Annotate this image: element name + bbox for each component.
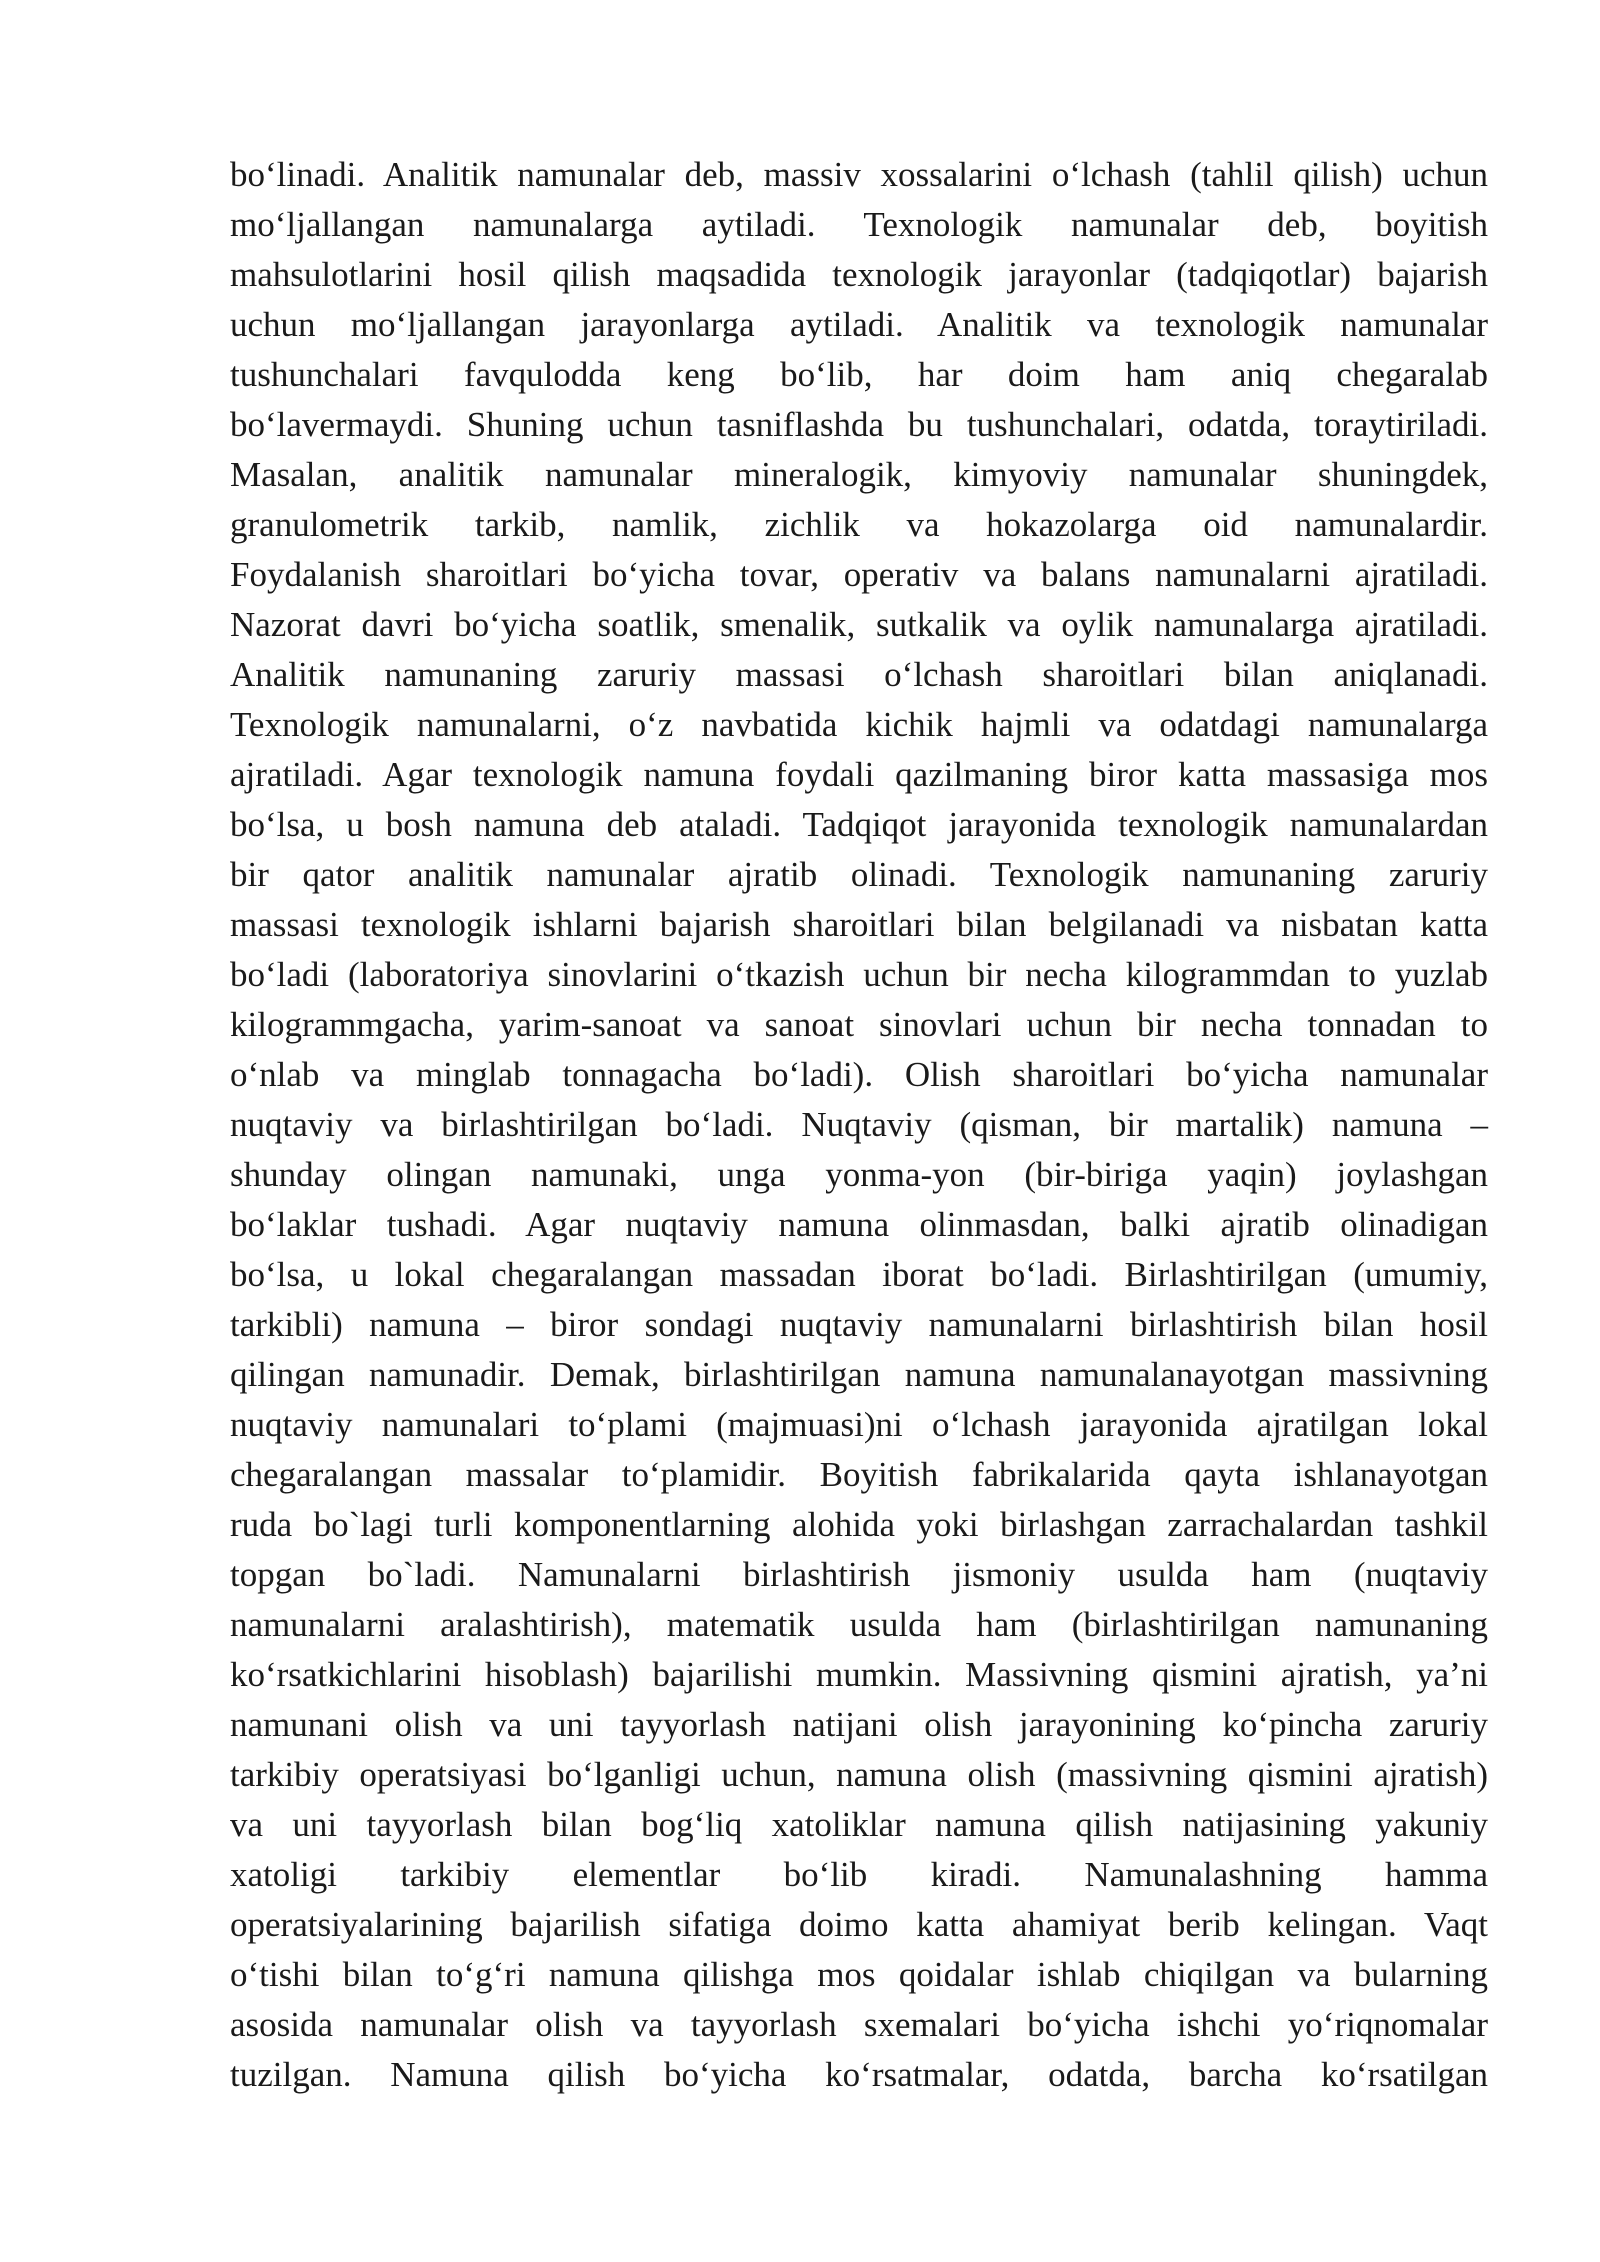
text-line: bo‘lsa, u bosh namuna deb ataladi. Tadqiqot jarayonida texnologik namunalardan: [230, 805, 1488, 844]
text-line: Foydalanish sharoitlari bo‘yicha tovar, operativ va balans namunalarni ajratiladi.: [230, 555, 1488, 594]
text-line: tushunchalari favqulodda keng bo‘lib, har doim ham aniq chegaralab: [230, 355, 1488, 394]
text-line: ajratiladi. Agar texnologik namuna foydali qazilmaning biror katta massasiga mos: [230, 755, 1488, 794]
text-line: ko‘rsatkichlarini hisoblash) bajarilishi mumkin. Massivning qismini ajratish, ya’ni: [230, 1655, 1488, 1694]
text-line: Nazorat davri bo‘yicha soatlik, smenalik, sutkalik va oylik namunalarga ajratiladi.: [230, 605, 1488, 644]
text-line: ruda bo`lagi turli komponentlarning alohida yoki birlashgan zarrachalardan tashkil: [230, 1505, 1488, 1544]
text-line: operatsiyalarining bajarilish sifatiga doimo katta ahamiyat berib kelingan. Vaqt: [230, 1905, 1488, 1944]
text-line: Analitik namunaning zaruriy massasi o‘lchash sharoitlari bilan aniqlanadi.: [230, 655, 1488, 694]
text-line: granulometrik tarkib, namlik, zichlik va hokazolarga oid namunalardir.: [230, 505, 1488, 544]
text-line: bir qator analitik namunalar ajratib olinadi. Texnologik namunaning zaruriy: [230, 855, 1488, 894]
text-line: tarkibiy operatsiyasi bo‘lganligi uchun, namuna olish (massivning qismini ajratish): [230, 1755, 1488, 1794]
body-text: [230, 150, 1488, 2100]
text-line: tuzilgan. Namuna qilish bo‘yicha ko‘rsatmalar, odatda, barcha ko‘rsatilgan: [230, 2055, 1488, 2094]
text-line: shunday olingan namunaki, unga yonma-yon (bir-biriga yaqin) joylashgan: [230, 1155, 1488, 1194]
text-line: Masalan, analitik namunalar mineralogik, kimyoviy namunalar shuningdek,: [230, 455, 1488, 494]
text-line: bo‘lsa, u lokal chegaralangan massadan iborat bo‘ladi. Birlashtirilgan (umumiy,: [230, 1255, 1488, 1294]
text-line: nuqtaviy va birlashtirilgan bo‘ladi. Nuqtaviy (qisman, bir martalik) namuna –: [230, 1105, 1488, 1144]
text-line: Texnologik namunalarni, o‘z navbatida kichik hajmli va odatdagi namunalarga: [230, 705, 1488, 744]
text-line: nuqtaviy namunalari to‘plami (majmuasi)ni o‘lchash jarayonida ajratilgan lokal: [230, 1405, 1488, 1444]
text-line: bo‘lavermaydi. Shuning uchun tasniflashda bu tushunchalari, odatda, toraytiriladi.: [230, 405, 1488, 444]
text-line: uchun mo‘ljallangan jarayonlarga aytiladi. Analitik va texnologik namunalar: [230, 305, 1488, 344]
text-line: o‘nlab va minglab tonnagacha bo‘ladi). Olish sharoitlari bo‘yicha namunalar: [230, 1055, 1488, 1094]
text-line: mo‘ljallangan namunalarga aytiladi. Texnologik namunalar deb, boyitish: [230, 205, 1488, 244]
text-line: bo‘ladi (laboratoriya sinovlarini o‘tkazish uchun bir necha kilogrammdan to yuzlab: [230, 955, 1488, 994]
text-line: bo‘laklar tushadi. Agar nuqtaviy namuna olinmasdan, balki ajratib olinadigan: [230, 1205, 1488, 1244]
text-line: xatoligi tarkibiy elementlar bo‘lib kiradi. Namunalashning hamma: [230, 1855, 1488, 1894]
text-line: kilogrammgacha, yarim-sanoat va sanoat sinovlari uchun bir necha tonnadan to: [230, 1005, 1488, 1044]
text-line: va uni tayyorlash bilan bog‘liq xatoliklar namuna qilish natijasining yakuniy: [230, 1805, 1488, 1844]
text-line: bo‘linadi. Analitik namunalar deb, massiv xossalarini o‘lchash (tahlil qilish) uchun: [230, 155, 1488, 194]
text-line: massasi texnologik ishlarni bajarish sharoitlari bilan belgilanadi va nisbatan katta: [230, 905, 1488, 944]
text-line: tarkibli) namuna – biror sondagi nuqtaviy namunalarni birlashtirish bilan hosil: [230, 1305, 1488, 1344]
text-line: namunani olish va uni tayyorlash natijani olish jarayonining ko‘pincha zaruriy: [230, 1705, 1488, 1744]
text-line: chegaralangan massalar to‘plamidir. Boyitish fabrikalarida qayta ishlanayotgan: [230, 1455, 1488, 1494]
text-line: namunalarni aralashtirish), matematik usulda ham (birlashtirilgan namunaning: [230, 1605, 1488, 1644]
text-line: mahsulotlarini hosil qilish maqsadida texnologik jarayonlar (tadqiqotlar) bajarish: [230, 255, 1488, 294]
text-line: qilingan namunadir. Demak, birlashtirilgan namuna namunalanayotgan massivning: [230, 1355, 1488, 1394]
text-line: topgan bo`ladi. Namunalarni birlashtirish jismoniy usulda ham (nuqtaviy: [230, 1555, 1488, 1594]
text-line: asosida namunalar olish va tayyorlash sxemalari bo‘yicha ishchi yo‘riqnomalar: [230, 2005, 1488, 2044]
text-line: o‘tishi bilan to‘g‘ri namuna qilishga mos qoidalar ishlab chiqilgan va bularning: [230, 1955, 1488, 1994]
